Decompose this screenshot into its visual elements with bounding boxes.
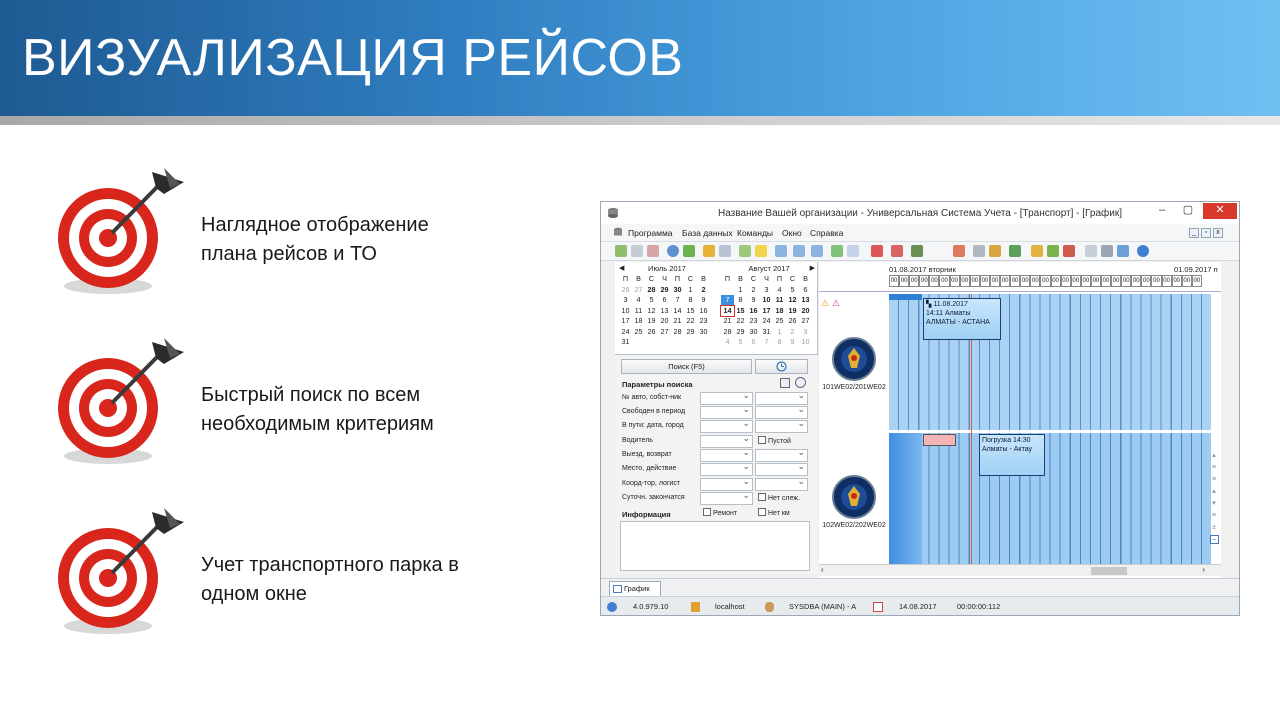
calendar-day[interactable]: 26 [647,326,656,336]
calendar-day[interactable]: 3 [803,326,808,336]
calendar-day[interactable]: 31 [621,337,630,346]
menu-help[interactable]: Справка [810,228,844,238]
calendar-header [617,264,717,274]
calendar-day[interactable]: 9 [751,295,756,304]
hour-cell: 00 [1101,275,1111,287]
maximize-button[interactable]: ▢ [1182,204,1194,216]
calendar-day[interactable]: 4 [725,337,730,346]
filter-label: Коорд-тор, логист [622,480,681,487]
search-button[interactable]: Поиск (F5) [621,359,752,374]
calendar-day[interactable]: 8 [777,337,782,346]
filter-icon[interactable] [703,245,715,257]
hour-cell: 00 [909,275,919,287]
scania-logo-icon [831,336,877,382]
calendar-day[interactable]: 5 [649,295,654,304]
hour-cell: 00 [1162,275,1172,287]
tab-schedule[interactable] [609,581,661,596]
bullet-item [52,166,572,306]
minimize-button[interactable]: – [1158,204,1166,216]
calendar-day[interactable]: 28 [673,326,682,336]
calendar-day[interactable]: 26 [621,284,630,294]
filter-row-vehicle [620,392,810,405]
mdi-restore-button[interactable]: ▫ [1201,228,1211,238]
calendar-icon [873,602,883,612]
window-icon[interactable] [891,245,903,257]
empty-checkbox[interactable] [758,436,791,445]
calendar-day[interactable]: 16 [699,305,708,315]
hour-cell: 00 [1010,275,1020,287]
filter-row-coordinator [620,478,810,491]
date-text: 14.08.2017 [899,602,937,611]
calendar-day[interactable]: 25 [775,316,784,325]
bullet-line: Учет транспортного парка в [201,554,459,576]
hour-cell: 00 [990,275,1000,287]
calendar-day[interactable]: 22 [736,316,745,325]
hour-cells [889,275,1202,287]
host-text: localhost [715,602,745,611]
filter-row-driver [620,435,810,448]
action-select[interactable] [755,463,808,476]
trip-time: Погрузка 14:30 [982,437,1031,444]
lock-icon[interactable] [1031,245,1043,257]
checkbox-label: Пустой [768,438,791,445]
weekday-label: С [648,274,655,283]
layout-icon[interactable] [1085,245,1097,257]
scroll-thumb[interactable] [1091,567,1127,575]
no-tracking-checkbox[interactable] [758,493,800,502]
search-params-label: Параметры поиска [622,380,693,389]
note-icon[interactable] [755,245,767,257]
calendar-august [719,264,819,348]
remove-user-icon[interactable] [1063,245,1075,257]
weekday-label: С [687,274,694,283]
calendar-day[interactable]: 24 [762,316,771,325]
weekday-label: В [738,274,743,283]
window-title: Название Вашей организации - Универсальная Система Учета - [Транспорт] - [График] [717,208,1123,219]
hour-cell: 00 [1030,275,1040,287]
filter-label: Выезд, возврат [622,451,672,458]
dartboard-target-icon [52,166,192,301]
calendar-month-label: Июль 2017 [648,264,686,273]
mdi-close-button[interactable]: x [1213,228,1223,238]
bullet-line: Быстрый поиск по всем [201,384,421,406]
calendar-day[interactable]: 11 [634,305,643,315]
print-preview-icon[interactable] [847,245,859,257]
calendar-day[interactable]: 7 [721,295,734,306]
delete-icon[interactable] [647,245,659,257]
filter-row-free-period [620,406,810,419]
hour-cell: 00 [1131,275,1141,287]
calendar-day[interactable]: 18 [775,305,784,315]
timer-text: 00:00:00:112 [957,602,1001,611]
horizontal-scrollbar[interactable] [819,564,1221,576]
calendar-day[interactable]: 29 [736,326,745,336]
clock-button[interactable] [755,359,808,374]
info-icon [607,602,617,612]
transit-date-select[interactable] [700,420,753,433]
truck-icon: ▚ [926,301,932,308]
calendar-day[interactable]: 1 [777,326,782,336]
calendar-grid [721,274,819,348]
calendar-day[interactable]: 5 [790,284,795,294]
print-icon[interactable] [1101,245,1113,257]
filter-row-daily [620,492,810,505]
group-icon[interactable] [719,245,731,257]
hour-cell: 00 [1091,275,1101,287]
database-icon [691,602,700,612]
menu-database[interactable]: База данных [682,228,733,238]
hour-cell: 00 [939,275,949,287]
search-icon[interactable] [667,245,679,257]
calendar-day[interactable]: 1 [738,284,743,294]
dartboard-target-icon [52,506,192,641]
calendar-day[interactable]: 9 [701,295,706,304]
no-km-checkbox[interactable] [758,508,790,517]
calendar-day[interactable]: 2 [790,326,795,336]
copy-params-icon[interactable] [780,378,790,388]
hour-cell: 00 [1121,275,1131,287]
hour-cell: 00 [970,275,980,287]
filter-label: Свободен в период [622,408,686,415]
menu-program[interactable]: Программа [628,228,673,238]
calendar-day[interactable]: 7 [675,295,680,304]
calendar-day[interactable]: 10 [801,337,810,346]
calendar-day[interactable]: 13 [660,305,669,315]
prev-month-icon[interactable]: ◀ [619,265,625,272]
weekday-label: П [724,274,731,283]
calendar-day[interactable]: 2 [751,284,756,294]
calendar-day[interactable]: 19 [788,305,797,315]
calendar-day[interactable]: 2 [701,284,706,294]
calendar-day[interactable]: 29 [686,326,695,336]
calendar-day[interactable]: 3 [764,284,769,294]
dartboard-target-icon [52,336,192,471]
report-icon[interactable] [831,245,843,257]
calendar-day[interactable]: 20 [801,305,810,315]
move-up-icon[interactable] [811,245,823,257]
weekday-label: П [674,274,681,283]
scroll-right-icon[interactable]: › [1202,565,1205,574]
hour-cell: 00 [1172,275,1182,287]
calendar-day[interactable]: 6 [662,295,667,304]
calendar-day[interactable]: 28 [723,326,732,336]
calendar-day[interactable]: 6 [751,337,756,346]
selected-range-bar [889,433,922,564]
hour-cell: 00 [1192,275,1202,287]
bullet-text [201,551,459,609]
info-textarea[interactable] [620,521,810,571]
mdi-minimize-button[interactable]: _ [1189,228,1199,238]
gantt-header [819,262,1221,292]
close-button[interactable]: ✕ [1203,203,1237,219]
calendar-day[interactable]: 28 [647,284,656,294]
hour-cell: 00 [1151,275,1161,287]
menu-window[interactable]: Окно [782,228,802,238]
filter-label: Суточн. закончатся [622,494,685,501]
tab-strip [601,578,1239,596]
calendar-header [719,264,819,274]
calendar-day[interactable]: 4 [777,284,782,294]
vehicle-row-1[interactable] [819,336,889,391]
vehicle-row-2[interactable] [819,474,889,529]
calendar-day[interactable]: 30 [699,326,708,336]
filter-row-place [620,463,810,476]
weekday-label: В [636,274,641,283]
trip-time: 14:11 Алматы [926,310,971,317]
bullet-text [201,381,434,439]
calendar-day[interactable]: 14 [721,306,734,317]
place-select[interactable] [700,463,753,476]
date-label: 01.08.2017 вторник [889,265,956,274]
filter-row-in-transit [620,420,810,433]
hour-cell: 00 [1182,275,1192,287]
alert-icon: ⚠ [832,298,841,308]
window-titlebar [601,202,1239,224]
info-label: Информация [622,510,671,519]
weekday-label: П [622,274,629,283]
hour-cell: 00 [1000,275,1010,287]
calendar-day[interactable]: 15 [736,305,745,315]
info-icon[interactable] [1137,245,1149,257]
hour-cell: 00 [889,275,899,287]
vehicle-lane[interactable] [889,433,1211,564]
vertical-scrollbar[interactable]: ▴ ≡ ≡ ▴ ▾ ≡ ± – [1209,450,1219,570]
calendar-day[interactable]: 31 [762,326,771,336]
maintenance-block[interactable] [923,434,956,446]
weekday-label: С [750,274,757,283]
selected-range-bar [889,294,922,300]
bullet-item [52,336,572,476]
calendar-day[interactable]: 21 [673,316,682,325]
daily-end-select[interactable] [700,492,753,505]
calendar-day[interactable]: 20 [660,316,669,325]
filter-row-departure [620,449,810,462]
trip-block[interactable] [923,298,1001,340]
calendar-day[interactable]: 24 [621,326,630,336]
version-text: 4.0.979.10 [633,602,669,611]
calendar-day[interactable]: 21 [723,316,732,325]
menu-commands[interactable]: Команды [737,228,774,238]
trip-block[interactable] [979,434,1045,476]
hour-cell: 00 [1111,275,1121,287]
calendar-day[interactable]: 19 [647,316,656,325]
repair-checkbox[interactable] [703,508,737,517]
trip-route: АЛМАТЫ - АСТАНА [926,319,990,326]
calendar-day[interactable]: 8 [738,295,743,304]
hour-cell: 00 [1061,275,1071,287]
filter-label: Место, действие [622,465,677,472]
calendar-day[interactable]: 12 [788,295,797,304]
calendar-day[interactable]: 1 [688,284,693,294]
hour-cell: 00 [1141,275,1151,287]
hour-cell: 00 [1040,275,1050,287]
user-icon [765,602,774,612]
date-label: 01.09.2017 п [1174,265,1218,274]
filter-label: № авто, собст-ник [622,394,682,401]
toolbar [601,242,1239,261]
calendar-icon[interactable] [953,245,965,257]
calendar-day[interactable]: 6 [803,284,808,294]
hour-cell: 00 [980,275,990,287]
calendar-day[interactable]: 25 [634,326,643,336]
weekday-label: В [701,274,706,283]
bullet-text [201,211,429,269]
calendar-day[interactable]: 22 [686,316,695,325]
hour-cell: 00 [929,275,939,287]
transit-city-select[interactable] [755,420,808,433]
calendar-day[interactable]: 5 [738,337,743,346]
calendar-day[interactable]: 30 [749,326,758,336]
calendar-day[interactable]: 4 [636,295,641,304]
excel-icon[interactable] [1009,245,1021,257]
logist-select[interactable] [755,478,808,491]
filter-label: Водитель [622,437,653,444]
calendar-day[interactable]: 17 [621,316,630,325]
calendar-day[interactable]: 23 [699,316,708,325]
calendar-day[interactable]: 23 [749,316,758,325]
calendar-day[interactable]: 29 [660,284,669,294]
next-month-icon[interactable]: ▶ [809,265,815,272]
calendar-day[interactable]: 10 [762,295,771,304]
search-panel [615,354,818,574]
bullet-item [52,506,572,646]
weekday-label: Ч [764,274,769,283]
app-window [600,201,1240,616]
checkbox-label: Ремонт [713,510,738,517]
hour-cell: 00 [950,275,960,287]
calendar-july [617,264,717,348]
calendar-month-label: Август 2017 [748,264,790,273]
calendar-grid [619,274,717,348]
calendar-day[interactable]: 10 [621,305,630,315]
gear-icon[interactable] [795,377,806,388]
calendar-day[interactable]: 7 [764,337,769,346]
calendar-day[interactable]: 8 [688,295,693,304]
bullet-line: Наглядное отображение [201,214,429,236]
calendar-day[interactable]: 16 [749,305,758,315]
header-divider [0,116,1280,125]
trip-route: Алматы - Актау [982,446,1033,453]
tab-label: График [624,584,650,593]
header-banner [0,0,1280,116]
weekday-label: В [803,274,808,283]
calendar-day[interactable]: 15 [686,305,695,315]
weekday-label: С [789,274,796,283]
new-icon[interactable] [615,245,627,257]
user-text: SYSDBA (MAIN) - A [789,602,857,611]
database-icon [613,227,623,238]
status-bar [601,596,1239,616]
slide-title: ВИЗУАЛИЗАЦИЯ РЕЙСОВ [22,29,684,87]
calendar-day[interactable]: 12 [647,305,656,315]
calendar-day[interactable]: 27 [801,316,810,325]
scroll-left-icon[interactable]: ‹ [821,565,824,574]
calendar-day[interactable]: 9 [790,337,795,346]
calendar-day[interactable]: 11 [775,295,784,304]
send-icon[interactable] [1117,245,1129,257]
left-pane [615,262,818,574]
add-icon[interactable] [739,245,751,257]
move-down-icon[interactable] [793,245,805,257]
hour-cell: 00 [1081,275,1091,287]
checkbox-label: Нет слеж. [768,495,800,502]
refresh-icon[interactable] [683,245,695,257]
users-icon[interactable] [1047,245,1059,257]
vehicle-label: 102WE02/202WE02 [822,522,886,529]
scania-logo-icon [831,474,877,520]
warning-icon: ⚠ [821,298,830,308]
copy-icon[interactable] [631,245,643,257]
checkbox-label: Нет км [768,510,790,517]
calendar-day[interactable]: 13 [801,295,810,304]
hour-cell: 00 [1071,275,1081,287]
bullet-line: плана рейсов и ТО [201,243,377,265]
calendar-day[interactable]: 27 [660,326,669,336]
window-icon [613,585,622,593]
trip-date: 11.08.2017 [933,301,968,308]
calendar-day[interactable]: 26 [788,316,797,325]
calendar-day[interactable]: 14 [673,305,682,315]
bullet-line: одном окне [201,583,307,605]
calendar-day[interactable]: 27 [634,284,643,294]
bullet-line: необходимым критериям [201,413,434,435]
calendar-day[interactable]: 30 [673,284,682,294]
calendar-day[interactable]: 17 [762,305,771,315]
gantt-chart [819,262,1221,578]
hour-cell: 00 [960,275,970,287]
clock-icon [776,361,787,372]
hour-cell: 00 [899,275,909,287]
settings-icon[interactable] [989,245,1001,257]
vehicle-label: 101WE02/201WE02 [822,384,886,391]
filter-label: В пути: дата, город [622,422,684,429]
weekday-label: Ч [662,274,667,283]
hour-cell: 00 [1020,275,1030,287]
weekday-label: П [776,274,783,283]
exit-icon[interactable] [911,245,923,257]
calendar-day[interactable]: 3 [623,295,628,304]
arrow-left-icon[interactable] [775,245,787,257]
menu-bar [601,224,1239,242]
hour-cell: 00 [1051,275,1061,287]
tools-icon[interactable] [973,245,985,257]
calendar-day[interactable]: 18 [634,316,643,325]
export-icon[interactable] [871,245,883,257]
hour-cell: 00 [919,275,929,287]
